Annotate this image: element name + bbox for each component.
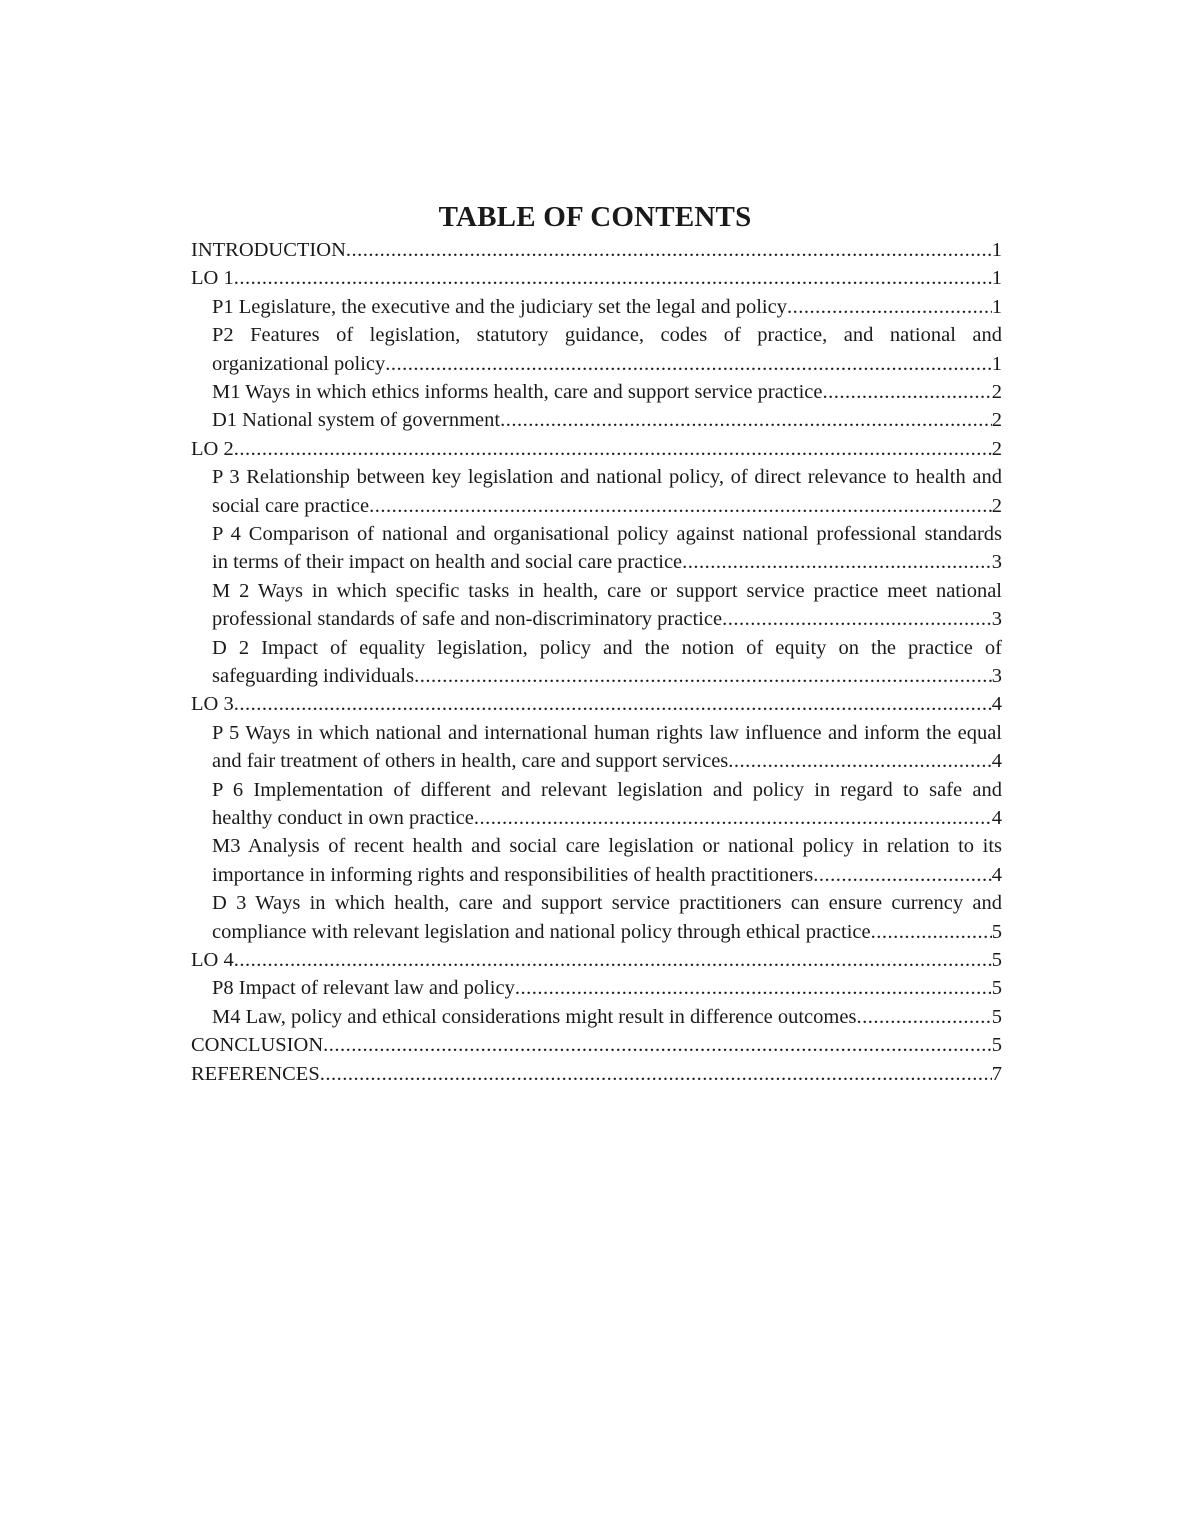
dot-leader xyxy=(385,350,992,378)
toc-page-number: 1 xyxy=(991,239,1002,261)
toc-entry[interactable] xyxy=(191,463,1002,520)
dot-leader xyxy=(234,690,992,718)
toc-list xyxy=(191,236,1002,1088)
toc-entry[interactable] xyxy=(191,946,1002,974)
toc-page-number: 7 xyxy=(991,1062,1002,1085)
dot-leader xyxy=(234,435,992,463)
toc-entry[interactable] xyxy=(191,889,1002,946)
dot-leader xyxy=(234,946,992,974)
toc-page-number: 2 xyxy=(991,409,1002,432)
toc-entry-text: organizational policy xyxy=(212,352,386,375)
toc-entry-text: D 3 Ways in which health, care and support service practitioners can ensure currency and xyxy=(212,892,1002,915)
toc-entry-text: LO 4 xyxy=(191,949,234,972)
toc-page-number: 1 xyxy=(991,295,1002,318)
dot-leader xyxy=(728,747,991,775)
dot-leader xyxy=(722,605,992,633)
dot-leader xyxy=(787,293,992,321)
toc-entry[interactable] xyxy=(191,406,1002,434)
toc-page-number: 5 xyxy=(991,949,1002,972)
dot-leader xyxy=(871,918,992,946)
toc-entry-text: M1 Ways in which ethics informs health, care and support service practice xyxy=(212,381,823,404)
dot-leader xyxy=(320,1060,992,1088)
toc-entry[interactable] xyxy=(191,378,1002,406)
toc-entry-text: social care practice xyxy=(212,494,370,517)
toc-entry-text: and fair treatment of others in health, care and support services xyxy=(212,750,729,773)
toc-entry[interactable] xyxy=(191,236,1002,264)
toc-entry-text: D1 National system of government xyxy=(212,409,501,432)
toc-entry[interactable] xyxy=(191,832,1002,889)
dot-leader xyxy=(346,236,992,264)
toc-entry[interactable] xyxy=(191,690,1002,718)
dot-leader xyxy=(813,861,992,889)
toc-page-number: 5 xyxy=(991,1005,1002,1028)
toc-page-number: 3 xyxy=(991,665,1002,688)
toc-title: TABLE OF CONTENTS xyxy=(438,201,752,233)
toc-entry-text: importance in informing rights and responsibilities of health practitioners xyxy=(212,863,814,886)
toc-entry[interactable] xyxy=(191,974,1002,1002)
toc-page-number: 2 xyxy=(991,494,1002,517)
toc-entry-text: P 5 Ways in which national and international human rights law influence and inform the equal xyxy=(212,721,1002,744)
toc-entry-text: professional standards of safe and non-discriminatory practice xyxy=(212,608,723,631)
toc-entry[interactable] xyxy=(191,1060,1002,1088)
toc-entry-text: M 2 Ways in which specific tasks in health, care or support service practice meet national xyxy=(212,579,1002,602)
toc-entry-text: REFERENCES xyxy=(191,1062,320,1085)
toc-entry-text: D 2 Impact of equality legislation, policy and the notion of equity on the practice of xyxy=(212,636,1002,659)
toc-entry-text: INTRODUCTION xyxy=(191,239,346,261)
toc-page-number: 5 xyxy=(991,920,1002,943)
dot-leader xyxy=(515,974,992,1002)
dot-leader xyxy=(234,264,992,292)
toc-entry[interactable] xyxy=(191,776,1002,833)
toc-entry-text: P1 Legislature, the executive and the judiciary set the legal and policy xyxy=(212,295,787,318)
toc-page-number: 1 xyxy=(991,352,1002,375)
toc-entry-text: safeguarding individuals xyxy=(212,665,415,688)
dot-leader xyxy=(474,804,992,832)
toc-entry-text: compliance with relevant legislation and national policy through ethical practice xyxy=(212,920,871,943)
toc-entry[interactable] xyxy=(191,264,1002,292)
toc-entry[interactable] xyxy=(191,1003,1002,1031)
toc-page-number: 5 xyxy=(991,1034,1002,1057)
toc-page-number: 1 xyxy=(991,267,1002,290)
dot-leader xyxy=(414,662,992,690)
dot-leader xyxy=(823,378,992,406)
toc-page-number: 4 xyxy=(991,863,1002,886)
dot-leader xyxy=(369,492,992,520)
toc-entry-text: LO 3 xyxy=(191,693,234,716)
dot-leader xyxy=(500,406,992,434)
toc-page-number: 2 xyxy=(991,437,1002,460)
toc-entry-text: M3 Analysis of recent health and social care legislation or national policy in relation to its xyxy=(212,835,1002,858)
dot-leader xyxy=(682,548,992,576)
toc-entry[interactable] xyxy=(191,1031,1002,1059)
toc-entry-text: P 6 Implementation of different and relevant legislation and policy in regard to safe and xyxy=(212,778,1002,801)
toc-entry-text: M4 Law, policy and ethical considerations might result in difference outcomes xyxy=(212,1005,857,1028)
toc-entry[interactable] xyxy=(191,435,1002,463)
toc-entry-text: P8 Impact of relevant law and policy xyxy=(212,977,515,1000)
toc-entry[interactable] xyxy=(191,634,1002,691)
toc-entry[interactable] xyxy=(191,293,1002,321)
toc-entry[interactable] xyxy=(191,719,1002,776)
dot-leader xyxy=(856,1003,991,1031)
toc-entry-text: CONCLUSION xyxy=(191,1034,324,1057)
toc-entry-text: LO 1 xyxy=(191,267,234,290)
toc-page-number: 4 xyxy=(991,750,1002,773)
toc-entry[interactable] xyxy=(191,577,1002,634)
dot-leader xyxy=(323,1031,992,1059)
toc-page-number: 3 xyxy=(991,551,1002,574)
toc-page-number: 2 xyxy=(991,381,1002,404)
toc-page-number: 4 xyxy=(991,807,1002,830)
toc-page-number: 5 xyxy=(991,977,1002,1000)
toc-entry-text: P 3 Relationship between key legislation and national policy, of direct relevance to health and xyxy=(212,466,1002,489)
toc-entry[interactable] xyxy=(191,520,1002,577)
toc-entry-text: LO 2 xyxy=(191,437,234,460)
toc-entry[interactable] xyxy=(191,321,1002,378)
toc-entry-text: P2 Features of legislation, statutory guidance, codes of practice, and national and xyxy=(212,324,1002,347)
toc-page-number: 3 xyxy=(991,608,1002,631)
toc-entry-text: healthy conduct in own practice xyxy=(212,807,474,830)
toc-page-number: 4 xyxy=(991,693,1002,716)
toc-entry-text: P 4 Comparison of national and organisational policy against national professional standards xyxy=(212,523,1002,546)
toc-entry-text: in terms of their impact on health and social care practice xyxy=(212,551,683,574)
